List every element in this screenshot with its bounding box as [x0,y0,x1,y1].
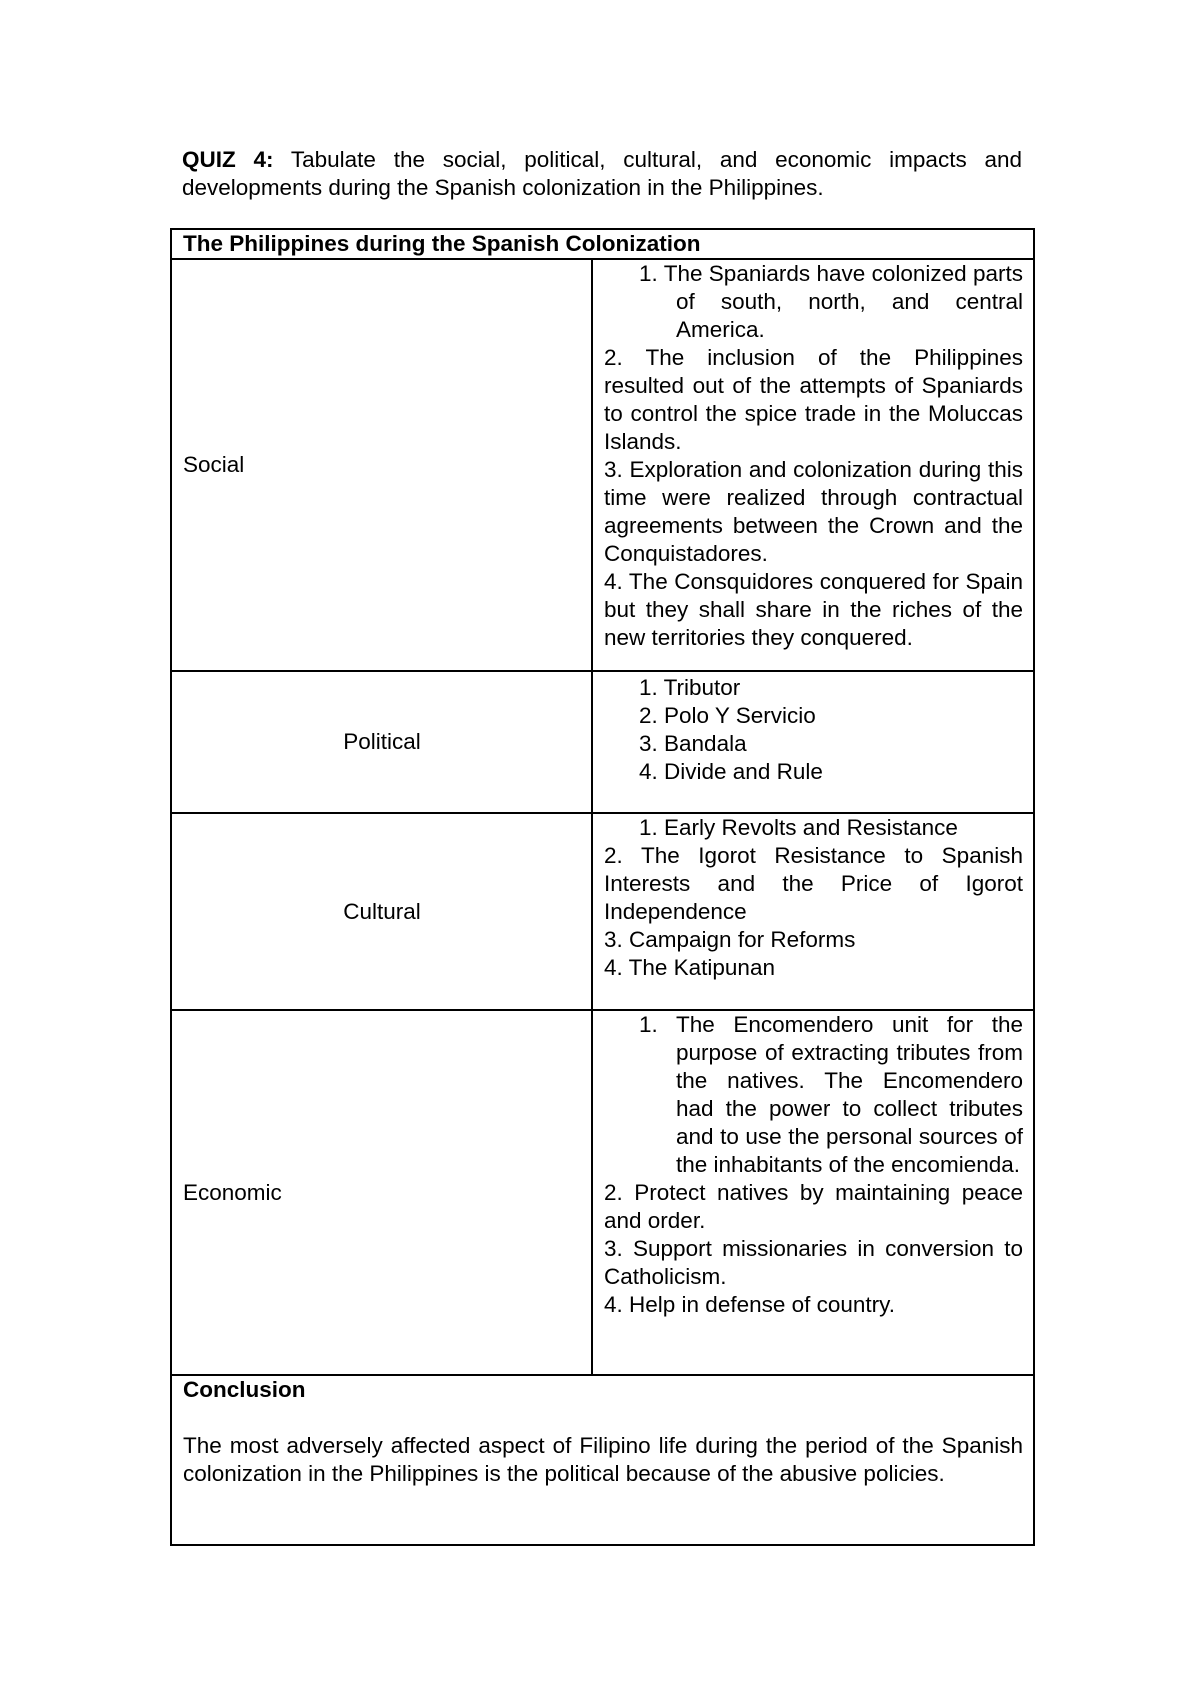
table-row-economic [171,1010,1034,1375]
conclusion-text: The most adversely affected aspect of Filipino life during the period of the Spanish colonization in the Philippines is the political because of the abusive policies. [183,1433,1023,1486]
table-row-political [171,671,1034,813]
list-item: 2. Protect natives by maintaining peace and order. [604,1180,1023,1233]
row-label-political: Political [171,671,592,813]
list-item: 3. Support missionaries in conversion to Catholicism. [604,1236,1023,1289]
list-item: 3. Campaign for Reforms [604,927,856,952]
list-item: 3. Exploration and colonization during this time were realized through contractual agreements between the Crown and the Conquistadores. [604,457,1023,566]
quiz-label: QUIZ 4: [182,147,274,172]
row-label-social: Social [171,259,592,671]
row-items-political [592,671,1034,813]
list-item: 2. Polo Y Servicio [639,703,816,728]
list-item: 4. Help in defense of country. [604,1292,896,1317]
table-row-conclusion [171,1375,1034,1545]
list-item: 3. Bandala [639,731,747,756]
list-item: 4. Divide and Rule [639,759,823,784]
quiz-prompt: Tabulate the social, political, cultural, and economic impacts and developments during the Spanish colonization in the Philippines. [182,147,1022,200]
list-item: 2. The inclusion of the Philippines resulted out of the attempts of Spaniards to control the spice trade in the Moluccas Islands. [604,345,1023,454]
conclusion-cell [171,1375,1034,1545]
conclusion-heading: Conclusion [183,1377,306,1402]
list-item: 1. Early Revolts and Resistance [639,815,958,840]
table-row-cultural [171,813,1034,1010]
list-item: 1. Tributor [639,675,741,700]
table-title: The Philippines during the Spanish Colonization [171,229,1034,259]
list-item: 1. The Encomendero unit for the purpose of extracting tributes from the natives. The Encomendero had the power to collect tributes and to use the personal sources of the inhabitants of the encomienda. [639,1012,1023,1177]
row-items-cultural [592,813,1034,1010]
row-items-economic [592,1010,1034,1375]
quiz-instructions [182,146,1022,202]
row-label-cultural: Cultural [171,813,592,1010]
table-title-row [171,229,1034,259]
table-row-social [171,259,1034,671]
row-label-economic: Economic [171,1010,592,1375]
list-item: 2. The Igorot Resistance to Spanish Interests and the Price of Igorot Independence [604,843,1023,924]
list-item: 4. The Consquidores conquered for Spain but they shall share in the riches of the new territories they conquered. [604,569,1023,650]
list-item: 1. The Spaniards have colonized parts of south, north, and central America. [639,261,1023,342]
colonization-table [170,228,1035,1546]
row-items-social [592,259,1034,671]
spacer [183,1404,1023,1432]
list-item: 4. The Katipunan [604,955,775,980]
